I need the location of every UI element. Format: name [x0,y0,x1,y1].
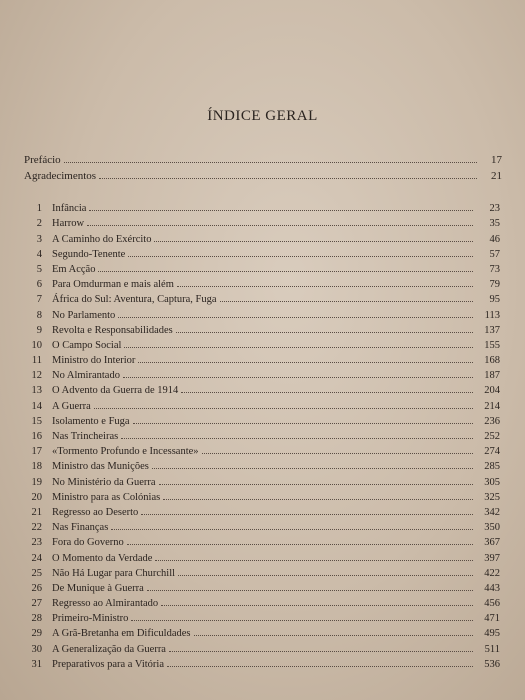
chapter-number: 8 [36,309,42,321]
front-matter-list [24,150,502,182]
chapter-title: O Advento da Guerra de 1914 [52,385,179,397]
dot-leader [111,528,473,530]
chapter-number: 27 [31,598,42,610]
chapter-number: 25 [31,567,42,579]
chapter-entry [26,381,500,396]
chapter-page: 422 [484,567,500,579]
chapter-title: Nas Finanças [52,522,109,534]
dot-leader [147,589,473,591]
chapter-number: 30 [31,643,42,655]
chapter-title: O Campo Social [52,339,122,351]
chapter-entry [26,548,500,563]
chapter-number: 29 [31,628,42,640]
entry-page: 21 [491,170,502,182]
chapter-title: Fora do Governo [52,537,124,549]
chapter-entry [26,442,500,457]
chapter-page: 73 [489,263,500,275]
chapter-entry [26,412,500,427]
chapter-entry [26,336,500,351]
chapter-page: 204 [484,385,500,397]
chapter-number: 10 [31,339,42,351]
chapter-page: 536 [484,658,500,670]
chapter-entry [26,366,500,381]
chapter-title: O Momento da Verdade [52,552,153,564]
chapter-page: 46 [489,233,500,245]
dot-leader [124,346,473,348]
chapter-entry [26,503,500,518]
chapter-entry [26,472,500,487]
chapter-title: Nas Trincheiras [52,431,119,442]
chapter-page: 495 [484,628,500,640]
chapter-number: 1 [36,203,42,215]
chapter-title: Isolamento e Fuga [52,415,130,427]
chapter-number: 22 [31,522,42,534]
front-matter-entry [24,166,502,182]
chapter-page: 350 [484,522,500,534]
dot-leader [176,331,473,333]
chapter-entry [26,275,500,290]
chapter-number: 5 [36,263,42,275]
chapter-number: 6 [36,279,42,291]
dot-leader [155,559,473,561]
chapter-page: 325 [484,491,500,503]
chapter-page: 236 [484,415,500,427]
dot-leader [159,483,473,485]
chapter-entry [26,245,500,260]
chapter-page: 95 [489,294,500,306]
chapter-page: 23 [489,203,500,215]
chapter-page: 137 [484,324,500,336]
dot-leader [89,209,473,211]
chapter-number: 24 [31,552,42,564]
entry-page: 17 [491,154,502,166]
chapter-entry [26,579,500,594]
chapter-title: Regresso ao Almirantado [52,598,159,610]
dot-leader [118,316,473,318]
chapter-page: 187 [484,370,500,382]
chapter-page: 155 [484,339,500,351]
chapter-page: 57 [489,248,500,260]
chapter-title: Harrow [52,218,85,230]
chapter-number: 31 [31,658,42,670]
chapter-entry [26,351,500,366]
chapter-title: No Ministério da Guerra [52,476,156,488]
dot-leader [98,270,473,272]
chapter-entry [26,594,500,609]
entry-label: Agradecimentos [24,170,97,182]
dot-leader [87,224,473,226]
dot-leader [181,391,473,393]
chapter-title: No Almirantado [52,370,120,382]
dot-leader [169,650,473,652]
chapter-entry [26,639,500,654]
chapter-page: 252 [484,431,500,442]
chapter-page: 511 [484,643,500,655]
dot-leader [152,467,473,469]
chapter-entry [26,564,500,579]
chapter-entry [26,624,500,639]
chapter-page: 305 [484,476,500,488]
chapter-entry [26,457,500,472]
dot-leader [161,604,473,606]
chapter-page: 471 [484,613,500,625]
dot-leader [138,361,473,363]
chapter-number: 17 [31,446,42,458]
chapter-page: 168 [484,355,500,367]
chapter-entry [26,305,500,320]
chapter-page: 456 [484,598,500,610]
dot-leader [133,422,473,424]
chapter-page: 397 [484,552,500,564]
chapter-page: 274 [484,446,500,458]
chapter-number: 2 [36,218,42,230]
dot-leader [141,513,473,515]
dot-leader [128,255,473,257]
chapter-entry [26,533,500,548]
chapter-number: 28 [31,613,42,625]
chapter-number: 15 [31,415,42,427]
dot-leader [123,376,473,378]
chapter-title: África do Sul: Aventura, Captura, Fuga [52,294,217,306]
chapter-number: 20 [31,491,42,503]
chapter-page: 367 [484,537,500,549]
dot-leader [163,498,473,500]
chapter-entry [26,199,500,214]
chapter-number: 9 [36,324,42,336]
chapter-number: 18 [31,461,42,473]
chapter-title: «Tormento Profundo e Incessante» [52,446,199,458]
chapter-page: 113 [484,309,500,321]
chapter-number: 16 [31,431,42,442]
chapter-title: Não Há Lugar para Churchill [52,567,176,579]
chapter-title: Revolta e Responsabilidades [52,324,173,336]
chapter-page: 342 [484,506,500,518]
dot-leader [121,437,473,439]
chapter-title: Para Omdurman e mais além [52,279,174,291]
chapter-title: Primeiro-Ministro [52,613,129,625]
chapter-entry [26,260,500,275]
chapter-page: 79 [489,279,500,291]
chapter-entry [26,518,500,533]
chapter-number: 7 [36,294,42,306]
dot-leader [178,574,473,576]
chapter-number: 19 [31,476,42,488]
chapter-number: 11 [31,355,42,367]
chapter-title: A Guerra [52,400,91,412]
chapter-entry [26,321,500,336]
front-matter-entry [24,150,502,166]
chapter-number: 12 [31,370,42,382]
chapter-page: 214 [484,400,500,412]
chapter-title: Infância [52,203,87,215]
chapter-title: De Munique à Guerra [52,582,144,594]
dot-leader [194,634,474,636]
chapter-number: 13 [31,385,42,397]
chapter-entry [26,488,500,503]
chapter-entry [26,427,500,442]
chapter-title: Ministro do Interior [52,355,136,367]
chapter-number: 23 [31,537,42,549]
dot-leader [131,619,473,621]
chapter-title: Ministro das Munições [52,461,149,473]
dot-leader [220,300,473,302]
chapter-title: Em Acção [52,263,96,275]
dot-leader [177,285,473,287]
chapter-title: A Grã-Bretanha em Dificuldades [52,628,191,640]
dot-leader [202,452,473,454]
chapter-page: 443 [484,582,500,594]
dot-leader [64,161,477,163]
chapter-entry [26,609,500,624]
chapter-number: 14 [31,400,42,412]
chapter-title: A Generalização da Guerra [52,643,166,655]
chapter-title: Ministro para as Colónias [52,491,161,503]
chapter-number: 26 [31,582,42,594]
chapter-entry [26,655,500,670]
chapter-entry [26,290,500,305]
chapter-title: Segundo-Tenente [52,248,126,260]
page-title: ÍNDICE GERAL [207,108,318,124]
chapter-page: 35 [489,218,500,230]
chapter-list [26,199,500,670]
chapter-number: 4 [36,248,42,260]
chapter-entry [26,396,500,411]
chapter-title: Regresso ao Deserto [52,506,139,518]
chapter-entry [26,214,500,229]
chapter-number: 3 [36,233,42,245]
dot-leader [99,177,477,179]
dot-leader [167,665,473,667]
entry-label: Prefácio [24,154,61,166]
chapter-entry [26,229,500,244]
chapter-title: No Parlamento [52,309,116,321]
dot-leader [154,240,473,242]
chapter-number: 21 [31,506,42,518]
dot-leader [94,407,473,409]
dot-leader [127,543,473,545]
chapter-page: 285 [484,461,500,473]
chapter-title: A Caminho do Exército [52,233,152,245]
chapter-title: Preparativos para a Vitória [52,658,165,670]
